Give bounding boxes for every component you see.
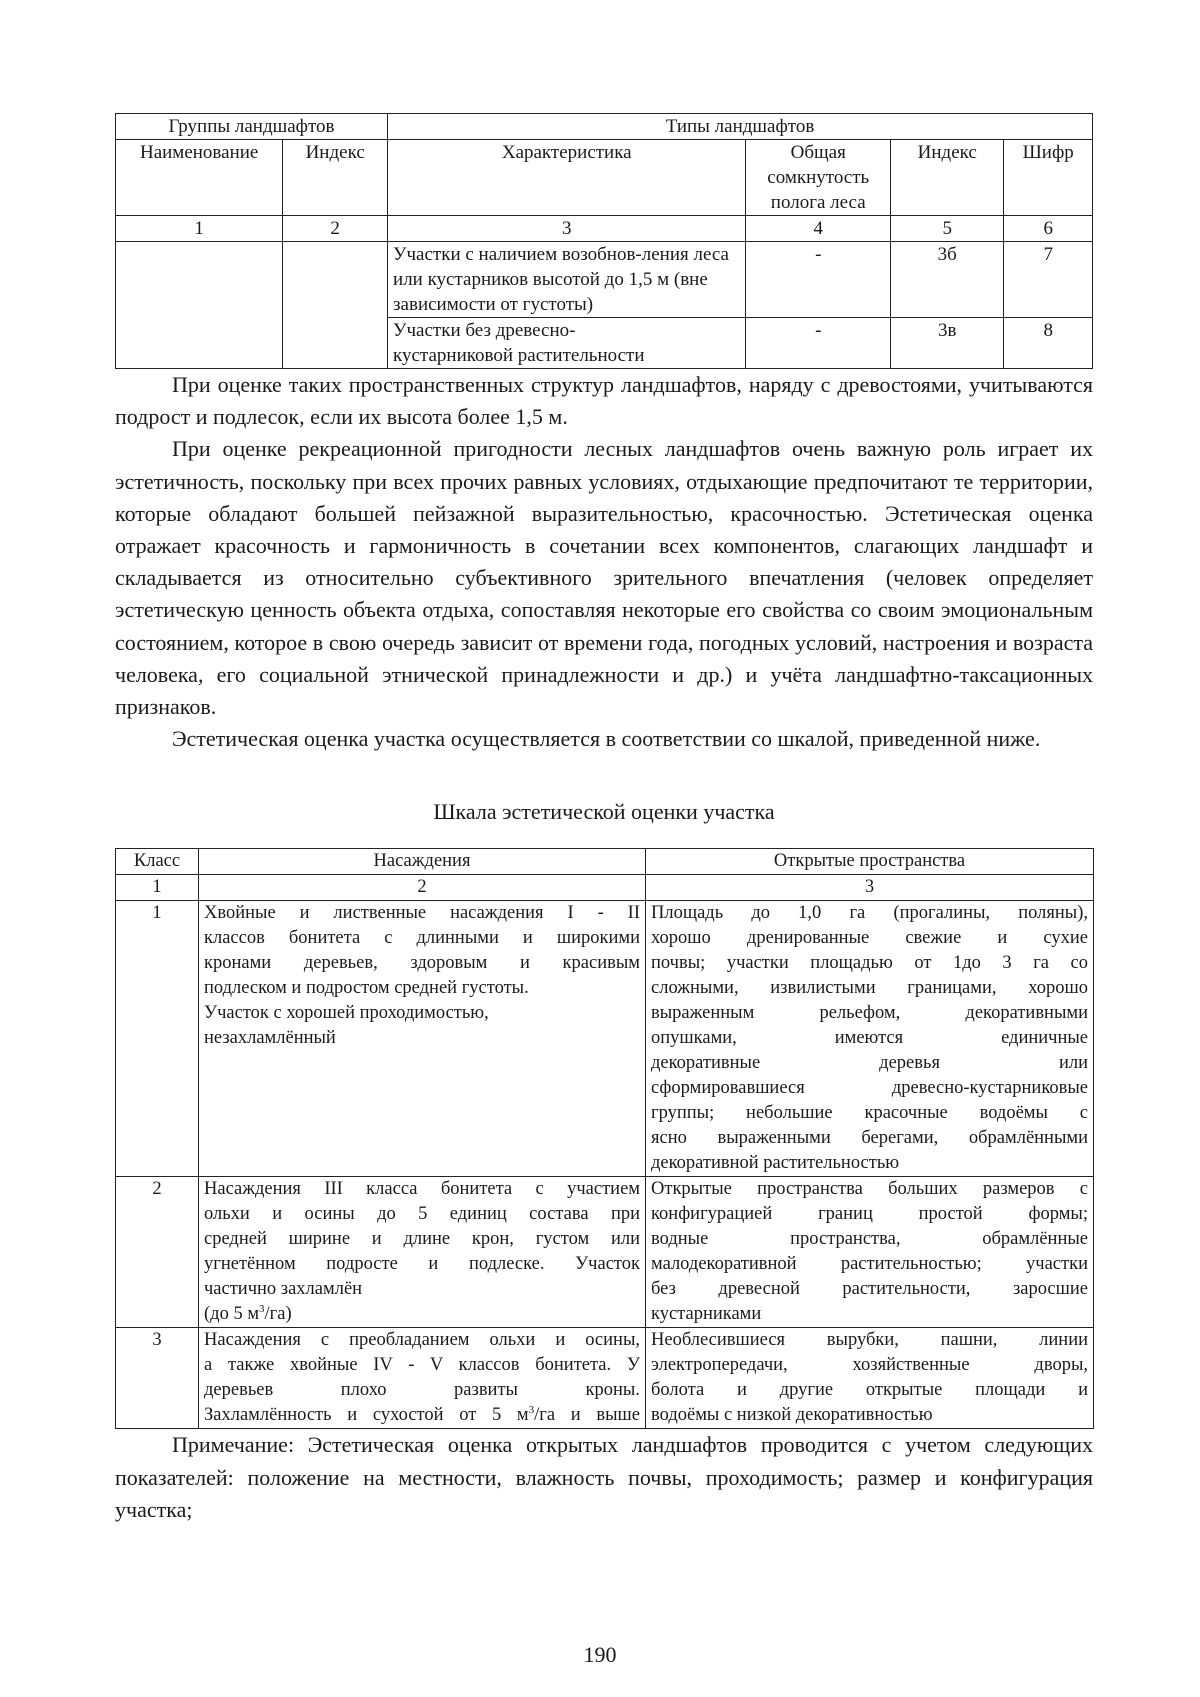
text-line: угнетённом подросте и подлеске. Участок xyxy=(204,1254,640,1275)
text-line: кустарниками xyxy=(651,1304,762,1325)
col-stands: Насаждения xyxy=(199,849,646,875)
text-line: опушками, имеются единичные xyxy=(651,1028,1088,1049)
type-index-cell: 3б xyxy=(891,242,1004,318)
text-line: Насаждения с преобладанием ольхи и осины, xyxy=(204,1330,640,1351)
open-spaces-cell xyxy=(646,901,1094,1177)
col-name: Наименование xyxy=(116,140,283,216)
paragraph: При оценке таких пространственных структур ландшафтов, наряду с древостоями, учитываются подрост и подлесок, если их высота более 1,5 м. xyxy=(115,372,1093,430)
text-line: декоративные деревья или xyxy=(651,1053,1088,1074)
col-type-index: Индекс xyxy=(891,140,1004,216)
col-index: Индекс xyxy=(283,140,388,216)
table-row xyxy=(116,901,1094,1177)
text-line: частично захламлён xyxy=(204,1279,363,1300)
text-line: Открытые пространства больших размеров с xyxy=(651,1179,1088,1200)
column-number: 1 xyxy=(116,216,283,242)
text-line: без древесной растительности, заросшие xyxy=(651,1279,1088,1300)
text-line: группы; небольшие красочные водоёмы с xyxy=(651,1103,1088,1124)
paragraph: При оценке рекреационной пригодности лесных ландшафтов очень важную роль играет их эстетичность, поскольку при всех прочих равных условиях, отдыхающие предпочитают те территории, которые обладают большей пейзажной выразительностью, красочностью. Эстетическая оценка отражает красочность и гармоничность в сочетании всех компонентов, слагающих ландшафт и складывается из относительно субъективного зрительного впечатления (человек определяет эстетическую ценность объекта отдыха, сопоставляя некоторые его свойства со своим эмоциональным состоянием, которое в свою очередь зависит от времени года, погодных условий, настроения и возраста человека, его социальной этнической принадлежности и др.) и учёта ландшафтно-таксационных признаков. xyxy=(115,436,1093,720)
text-line: почвы; участки площадью от 1до 3 га со xyxy=(651,953,1088,974)
table-row xyxy=(116,1328,1094,1429)
table-header-row xyxy=(116,140,1093,216)
col-density: Общая сомкнутость полога леса xyxy=(746,140,891,216)
landscape-types-table xyxy=(115,113,1093,369)
text-line: сложными, извилистыми границами, хорошо xyxy=(651,978,1088,999)
text-line: хорошо дренированные свежие и сухие xyxy=(651,928,1088,949)
text-line: а также хвойные IV - V классов бонитета. У xyxy=(204,1355,640,1376)
characteristic-cell: Участки без древесно-кустарниковой растительности xyxy=(388,318,746,369)
empty-cell xyxy=(283,242,388,369)
col-characteristic: Характеристика xyxy=(388,140,746,216)
density-cell: - xyxy=(746,318,891,369)
open-spaces-cell xyxy=(646,1328,1094,1429)
text-line: водоёмы с низкой декоративностью xyxy=(651,1405,933,1426)
superscript: 3 xyxy=(259,1303,265,1316)
table-header-row xyxy=(116,849,1094,875)
text-line: Необлесившиеся вырубки, пашни, линии xyxy=(651,1330,1088,1351)
column-number: 2 xyxy=(199,875,646,901)
text-line: Участок с хорошей проходимостью, xyxy=(204,1003,489,1024)
text-line: водные пространства, обрамлённые xyxy=(651,1229,1088,1250)
text-line: средней ширине и длине крон, густом или xyxy=(204,1229,640,1250)
text-line: классов бонитета с длинными и широкими xyxy=(204,928,640,949)
group-header: Группы ландшафтов xyxy=(116,114,388,140)
class-cell: 2 xyxy=(116,1177,199,1328)
text-line: Насаждения III класса бонитета с участием xyxy=(204,1179,640,1200)
code-cell: 8 xyxy=(1004,318,1093,369)
superscript: 3 xyxy=(528,1404,535,1417)
column-number: 4 xyxy=(746,216,891,242)
aesthetic-scale-table xyxy=(115,848,1094,1429)
stands-cell xyxy=(199,1177,646,1328)
text-line: ясно выраженными берегами, обрамлёнными xyxy=(651,1128,1088,1149)
text-line: незахламлённый xyxy=(204,1028,336,1049)
note-paragraph: Примечание: Эстетическая оценка открытых ландшафтов проводится с учетом следующих показателей: положение на местности, влажность почвы, проходимость; размер и конфигурация участка; xyxy=(115,1432,1093,1522)
stands-cell xyxy=(199,1328,646,1429)
col-open-spaces: Открытые пространства xyxy=(646,849,1094,875)
column-number: 6 xyxy=(1004,216,1093,242)
text-line: электропередачи, хозяйственные дворы, xyxy=(651,1355,1088,1376)
volume-note xyxy=(204,1403,640,1428)
text-line: малодекоративной растительностью; участки xyxy=(651,1254,1088,1275)
class-cell: 3 xyxy=(116,1328,199,1429)
volume-note-text: /га) xyxy=(264,1304,292,1325)
column-number-row xyxy=(116,875,1094,901)
text-line: Площадь до 1,0 га (прогалины, поляны), xyxy=(651,903,1088,924)
table-row xyxy=(116,242,1093,318)
text-line: выраженным рельефом, декоративными xyxy=(651,1003,1088,1024)
paragraph: Эстетическая оценка участка осуществляется в соответствии со шкалой, приведенной ниже. xyxy=(172,726,1041,752)
column-number: 1 xyxy=(116,875,199,901)
column-number: 2 xyxy=(283,216,388,242)
text-line: декоративной растительностью xyxy=(651,1153,900,1174)
volume-note-text: Захламлённость и сухостой от 5 м xyxy=(204,1405,529,1426)
text-line: конфигурацией границ простой формы; xyxy=(651,1204,1088,1225)
empty-cell xyxy=(116,242,283,369)
density-cell: - xyxy=(746,242,891,318)
page-content xyxy=(115,113,1093,1526)
column-number: 3 xyxy=(388,216,746,242)
text-line: сформировавшиеся древесно-кустарниковые xyxy=(651,1078,1088,1099)
volume-note-text: /га и выше xyxy=(534,1405,640,1426)
table-caption: Шкала эстетической оценки участка xyxy=(433,799,775,825)
col-class: Класс xyxy=(116,849,199,875)
volume-note xyxy=(204,1302,640,1327)
text-line: кронами деревьев, здоровым и красивым xyxy=(204,953,640,974)
type-index-cell: 3в xyxy=(891,318,1004,369)
column-number: 5 xyxy=(891,216,1004,242)
characteristic-cell: Участки с наличием возобнов-ления леса или кустарников высотой до 1,5 м (вне зависимости от густоты) xyxy=(388,242,746,318)
column-number: 3 xyxy=(646,875,1094,901)
volume-note-text: (до 5 м xyxy=(204,1304,260,1325)
table-row xyxy=(116,1177,1094,1328)
types-header: Типы ландшафтов xyxy=(388,114,1093,140)
text-line: Хвойные и лиственные насаждения I - II xyxy=(204,903,640,924)
text-line: болота и другие открытые площади и xyxy=(651,1380,1088,1401)
stands-cell xyxy=(199,901,646,1177)
class-cell: 1 xyxy=(116,901,199,1177)
column-number-row xyxy=(116,216,1093,242)
code-cell: 7 xyxy=(1004,242,1093,318)
text-line: деревьев плохо развиты кроны. xyxy=(204,1380,640,1401)
text-line: подлеском и подростом средней густоты. xyxy=(204,978,529,999)
page-number: 190 xyxy=(583,1642,617,1667)
open-spaces-cell xyxy=(646,1177,1094,1328)
table-header-row xyxy=(116,114,1093,140)
col-code: Шифр xyxy=(1004,140,1093,216)
text-line: ольхи и осины до 5 единиц состава при xyxy=(204,1204,640,1225)
